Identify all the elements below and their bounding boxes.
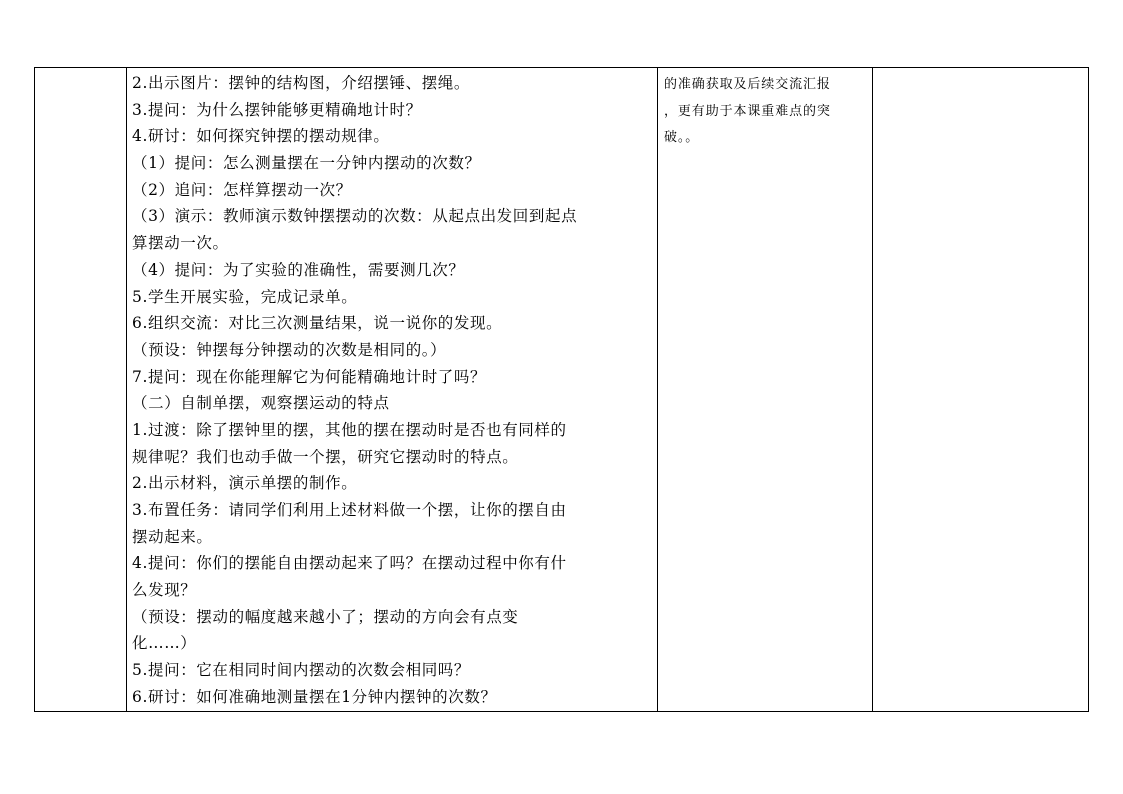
design-intent-cell [658, 68, 873, 712]
text-line: 3.提问：为什么摆钟能够更精确地计时？ [132, 100, 422, 119]
text-line: 2.出示材料，演示单摆的制作。 [132, 474, 358, 493]
empty-cell-left [35, 68, 127, 712]
text-line: 4.研讨：如何探究钟摆的摆动规律。 [132, 127, 390, 146]
teaching-process-cell [127, 68, 658, 712]
text-line: （预设：摆动的幅度越来越小了；摆动的方向会有点变 [132, 607, 519, 626]
text-line: 4.提问：你们的摆能自由摆动起来了吗？在摆动过程中你有什 [132, 554, 567, 573]
text-line: 5.学生开展实验，完成记录单。 [132, 287, 358, 306]
text-line: 3.布置任务：请同学们利用上述材料做一个摆，让你的摆自由 [132, 501, 567, 519]
design-intent-text [658, 68, 872, 152]
text-line: （预设：钟摆每分钟摆动的次数是相同的。） [132, 340, 447, 359]
text-line: 1.过渡：除了摆钟里的摆，其他的摆在摆动时是否也有同样的 [132, 420, 567, 439]
text-line: ，更有助于本课重难点的突 [664, 103, 831, 119]
text-line: （1）提问：怎么测量摆在一分钟内摆动的次数？ [132, 154, 481, 173]
text-line: 6.组织交流：对比三次测量结果，说一说你的发现。 [132, 314, 503, 333]
text-line: 摆动起来。 [132, 527, 213, 546]
text-line: （3）演示：教师演示数钟摆摆动的次数：从起点出发回到起点 [132, 207, 578, 226]
text-line: 6.研讨：如何准确地测量摆在1分钟内摆钟的次数？ [132, 687, 497, 706]
text-line: 5.提问：它在相同时间内摆动的次数会相同吗？ [132, 661, 470, 680]
text-line: 7.提问：现在你能理解它为何能精确地计时了吗？ [132, 367, 487, 386]
text-line: 么发现？ [132, 581, 197, 600]
text-line: 规律呢？我们也动手做一个摆，研究它摆动时的特点。 [132, 447, 519, 466]
lesson-plan-table [34, 67, 1089, 712]
text-line: 破。。 [664, 130, 700, 145]
text-line: （4）提问：为了实验的准确性，需要测几次？ [132, 260, 465, 279]
teaching-process-text [127, 68, 657, 711]
text-line: 化……） [132, 634, 197, 653]
text-line: （二）自制单摆，观察摆运动的特点 [132, 394, 390, 413]
table-row [35, 68, 1089, 712]
text-line: 2.出示图片：摆钟的结构图，介绍摆锤、摆绳。 [132, 74, 470, 92]
text-line: 算摆动一次。 [132, 234, 229, 253]
text-line: （2）追问：怎样算摆动一次？ [132, 180, 352, 199]
empty-cell-right [873, 68, 1089, 712]
text-line: 的准确获取及后续交流汇报 [664, 77, 831, 92]
